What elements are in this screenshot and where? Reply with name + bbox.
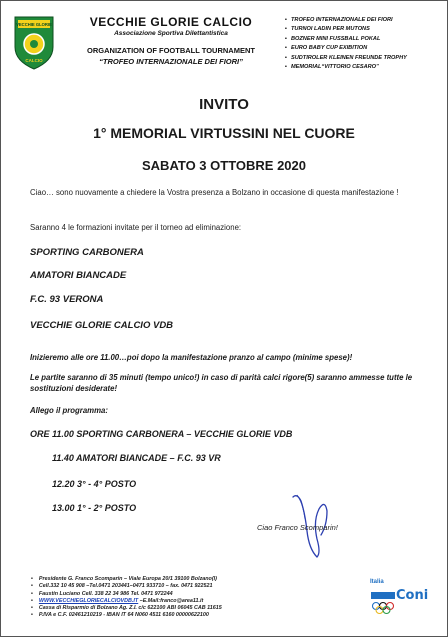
schedule-item: ORE 11.00 SPORTING CARBONERA – VECCHIE GLORIE VDB <box>30 429 293 439</box>
org-line: ORGANIZATION OF FOOTBALL TOURNAMENT <box>87 46 255 55</box>
start-note: Inizieremo alle ore 11.00…poi dopo la manifestazione pranzo al campo (minime spese)! <box>30 353 353 362</box>
footer-line: • Faustin Luciano Cell. 338 22 34 986 Tel. 0471 972244 <box>31 591 222 598</box>
events-list <box>285 16 407 72</box>
coni-logo <box>370 578 432 626</box>
team-item: VECCHIE GLORIE CALCIO VDB <box>30 320 174 331</box>
schedule-item: 11.40 AMATORI BIANCADE – F.C. 93 VR <box>52 453 221 463</box>
title-memorial: 1° MEMORIAL VIRTUSSINI NEL CUORE <box>93 125 355 141</box>
team-item: F.C. 93 VERONA <box>30 294 104 305</box>
org-trophy: “TROFEO INTERNAZIONALE DEI FIORI” <box>99 57 243 66</box>
schedule-item: 13.00 1° - 2° POSTO <box>52 503 137 513</box>
club-shield-logo <box>12 15 56 71</box>
coni-word: Coni <box>396 588 429 603</box>
logo-text-top: VECCHIE GLORIE <box>16 22 52 27</box>
intro-paragraph: Ciao… sono nuovamente a chiedere la Vostra presenza a Bolzano in occasione di questa manifestazione ! <box>30 188 399 197</box>
rules-note: Le partite saranno di 35 minuti (tempo unico!) in caso di parità calci rigore(5) saranno ammesse tutte le sostituzioni desiderate! <box>30 373 413 393</box>
footer-line: • Cell.332 10 45 908 –Tel.0471 203441–0471 933710 – fax. 0471 922521 <box>31 583 222 590</box>
event-item: ▪ TURNOI LADIN PER MUTONS <box>285 25 407 34</box>
event-item: ▪ EURO BABY CUP EXIBITION <box>285 44 407 53</box>
website-link[interactable]: WWW.VECCHIEGLORIECALCIOVDB.IT <box>38 597 139 604</box>
org-subtitle: Associazione Sportiva Dilettantistica <box>114 30 228 37</box>
org-name: VECCHIE GLORIE CALCIO <box>89 15 253 29</box>
footer-line-web <box>31 598 222 605</box>
team-item: AMATORI BIANCADE <box>30 270 127 281</box>
event-item: ▪ MEMORIAL“VITTORIO CESARO” <box>285 63 407 72</box>
title-invito: INVITO <box>199 96 249 113</box>
footer-line: • P.IVA e C.F. 02461210219 - IBAN IT 64 N060 4511 6160 00000622100 <box>31 612 222 619</box>
coni-italia-text: Italia <box>370 579 384 585</box>
team-item: SPORTING CARBONERA <box>30 247 144 258</box>
footer-line: • Cassa di Risparmio di Bolzano Ag. Z.I. c/c 622100 ABI 06045 CAB 11615 <box>31 605 222 612</box>
olympic-rings-icon <box>371 592 395 618</box>
schedule-item: 12.20 3° - 4° POSTO <box>52 479 137 489</box>
event-item: ▪ TROFEO INTERNAZIONALE DEI FIORI <box>285 16 407 25</box>
event-item: ▪ BOZNER MINI FUSSBALL POKAL <box>285 35 407 44</box>
teams-intro: Saranno 4 le formazioni invitate per il torneo ad eliminazione: <box>30 223 242 232</box>
footer-line: • Presidente G. Franco Scomparin – Viale Europa 20/1 39100 Bolzano(I) <box>31 576 222 583</box>
email-text: –E.Mail:franco@area11.it <box>139 597 204 604</box>
event-item: ▪ SUDTIROLER KLEINEN FREUNDE TROPHY <box>285 54 407 63</box>
logo-text-bottom: CALCIO <box>25 58 43 63</box>
program-label: Allego il programma: <box>30 406 108 415</box>
signoff: Ciao Franco Scomparin! <box>257 523 338 532</box>
organization-header <box>71 15 271 66</box>
title-date: SABATO 3 OTTOBRE 2020 <box>142 158 306 173</box>
footer-contacts <box>31 576 222 620</box>
